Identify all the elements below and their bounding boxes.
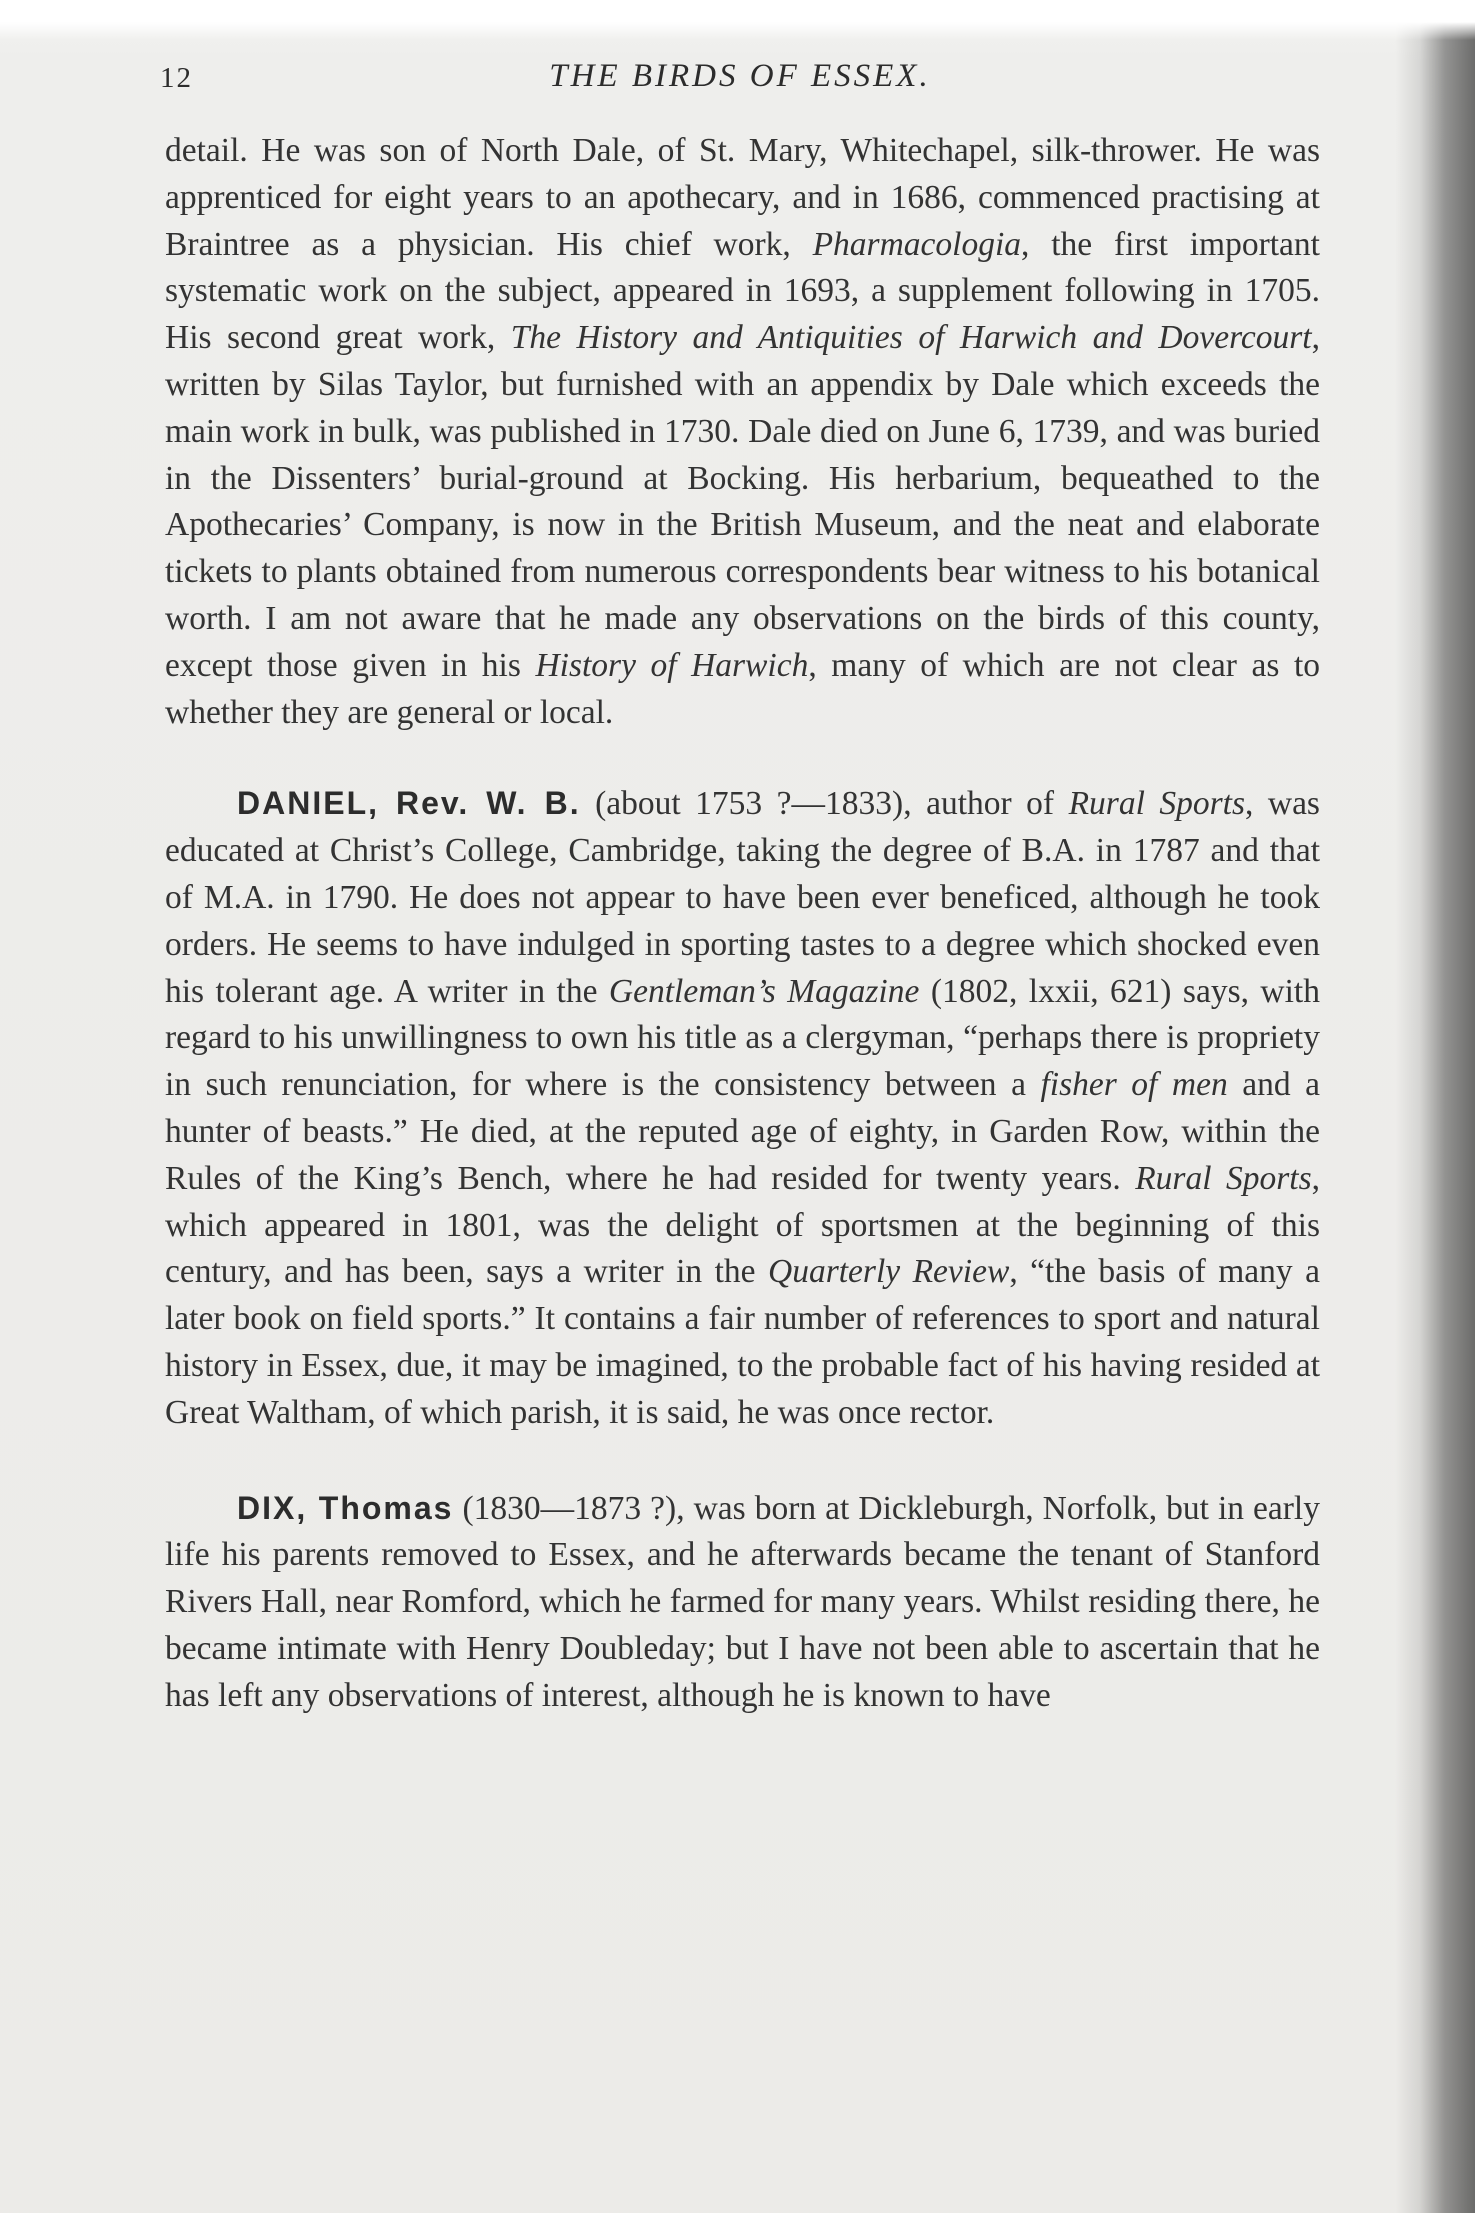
text-run: detail. He was son of North Dale, of St. Mary, Whitechapel, silk-thrower. He was apprenticed for eight years to an apothecary, and in 1686, commenced practising at Braintree as a physician. His chief work, <box>165 132 1320 263</box>
body-text <box>165 128 1320 1720</box>
italic-title: History of Harwich <box>535 646 809 684</box>
text-run: , many of which are not clear as to whether they are general or local. <box>165 646 1321 731</box>
italic-title: Rural Sports <box>1068 785 1245 823</box>
italic-phrase: fisher of men <box>1040 1066 1228 1104</box>
text-run: , written by Silas Taylor, but furnished with an appendix by Dale which exceeds the main work in bulk, was published in 1730. Dale died on June 6, 1739, and was buried in the Dissenters’ burial-ground at Bocking. His herbarium, bequeathed to the Apothecaries’ Company, is now in the British Museum, and the neat and elaborate tickets to plants obtained from numerous correspondents bear witness to his botanical worth. I am not aware that he made any observations on the birds of this county, except those given in his <box>165 319 1320 684</box>
scan-margin <box>0 0 1475 40</box>
italic-title: The History and Antiquities of Harwich and Dovercourt <box>510 319 1312 357</box>
entry-heading: DIX, Thomas <box>237 1489 454 1526</box>
italic-title: Rural Sports <box>1135 1159 1312 1197</box>
paragraph-dale-continued <box>165 128 1320 736</box>
entry-heading: DANIEL, Rev. W. B. <box>237 785 581 822</box>
italic-title: Quarterly Review <box>768 1253 1010 1291</box>
text-run: (1802, lxxii, 621) says, with regard to his unwillingness to own his title as a clergyman, “perhaps there is propriety in such renunciation, for where is the consistency between a <box>165 972 1320 1104</box>
paragraph-dix <box>165 1485 1320 1720</box>
text-run: (about 1753 ?—1833), author of <box>580 785 1069 823</box>
italic-title: Gentleman’s Magazine <box>608 972 920 1010</box>
page-number: 12 <box>160 62 193 94</box>
running-title: THE BIRDS OF ESSEX. <box>549 58 931 94</box>
text-run: , the first important systematic work on the subject, appeared in 1693, a supplement following in 1705. His second great work, <box>165 225 1320 357</box>
text-run: , was educated at Christ’s College, Cambridge, taking the degree of B.A. in 1787 and that of M.A. in 1790. He does not appear to have been ever beneficed, although he took orders. He seems to have indulged in sporting tastes to a degree which shocked even his tolerant age. A writer in the <box>165 785 1320 1010</box>
italic-title: Pharmacologia <box>812 225 1022 263</box>
text-run: and a hunter of beasts.” He died, at the reputed age of eighty, in Garden Row, within the Rules of the King’s Bench, where he had resided for twenty years. <box>165 1066 1320 1197</box>
running-head <box>160 58 1320 108</box>
text-run: , “the basis of many a later book on field sports.” It contains a fair number of references to sport and natural history in Essex, due, it may be imagined, to the probable fact of his having resided at Great Waltham, of which parish, it is said, he was once rector. <box>165 1253 1321 1431</box>
paragraph-daniel <box>165 780 1320 1436</box>
text-run: , which appeared in 1801, was the delight of sportsmen at the beginning of this century, and has been, says a writer in the <box>165 1159 1320 1291</box>
text-run: (1830—1873 ?), was born at Dickleburgh, Norfolk, but in early life his parents removed to Essex, and he afterwards became the tenant of Stanford Rivers Hall, near Romford, which he farmed for many years. Whilst residing there, he became intimate with Henry Doubleday; but I have not been able to ascertain that he has left any observations of interest, although he is known to have <box>165 1489 1320 1714</box>
